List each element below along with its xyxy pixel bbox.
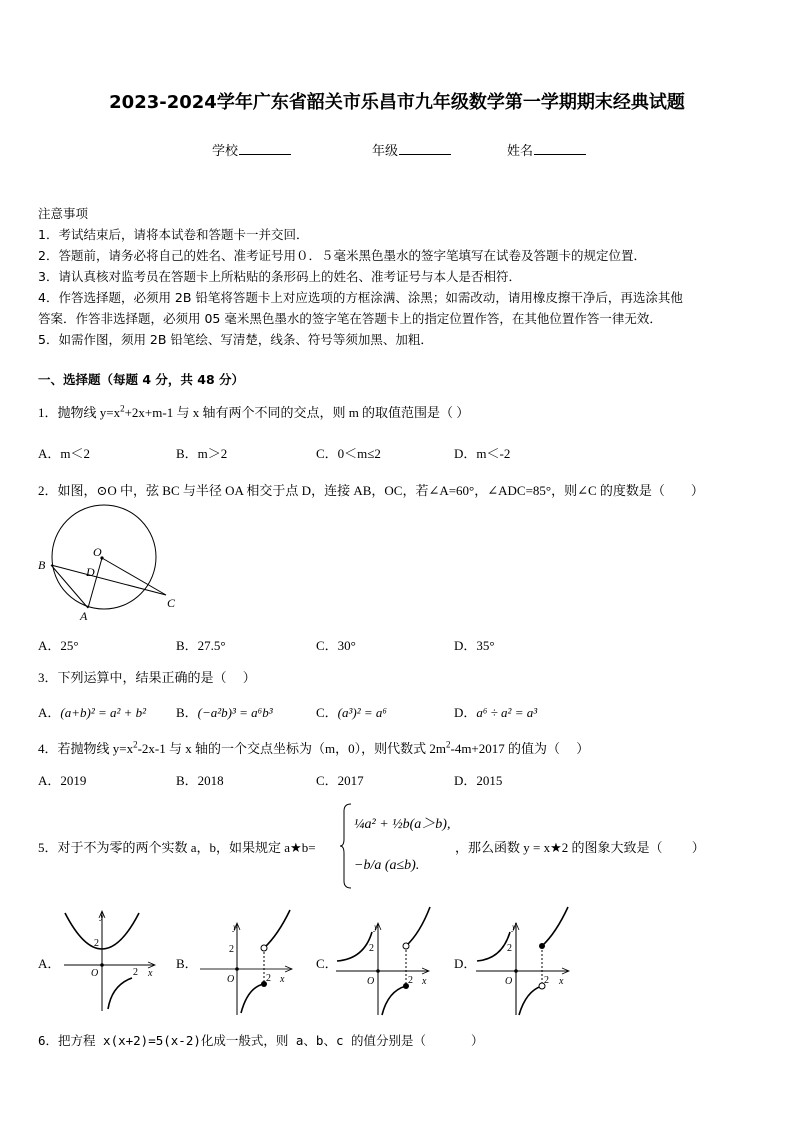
- label-b: B: [38, 558, 46, 572]
- school-label: 学校: [212, 144, 239, 159]
- svg-text:x: x: [422, 976, 427, 987]
- question-5-stem-pre: 5．对于不为零的两个实数 a，b，如果规定 a★b=: [38, 840, 316, 855]
- name-label: 姓名: [507, 144, 534, 159]
- piecewise-brace: [340, 803, 352, 889]
- svg-text:x: x: [148, 968, 153, 979]
- notice-item: 2．答题前，请务必将自己的姓名、准考证号用０．５毫米黑色墨水的签字笔填写在试卷及答题卡的规定位置．: [38, 248, 646, 263]
- svg-text:2: 2: [229, 944, 234, 955]
- notice-item: 3．请认真核对监考员在答题卡上所粘贴的条形码上的姓名、准考证号与本人是否相符．: [38, 269, 521, 284]
- q2-option-d[interactable]: D．35°: [454, 638, 495, 653]
- svg-text:x: x: [280, 974, 285, 985]
- grade-blank[interactable]: [399, 142, 451, 155]
- svg-text:O: O: [367, 976, 375, 987]
- graph-b[interactable]: [200, 905, 300, 1015]
- question-3-stem: 3．下列运算中，结果正确的是（ ）: [38, 670, 256, 685]
- grade-label: 年级: [372, 144, 399, 159]
- circle-figure: [30, 500, 230, 630]
- question-6-stem: 6．把方程 x(x+2)=5(x-2)化成一般式，则 a、b、c 的值分别是（ ）: [38, 1033, 484, 1048]
- piecewise-case-1: ¼a² + ½b(a＞b),: [354, 817, 451, 832]
- notice-heading: 注意事项: [38, 206, 89, 221]
- section-heading: 一、选择题（每题 4 分，共 48 分）: [38, 372, 245, 387]
- question-4-stem: 4．若抛物线 $y=x^2-2x-1$ 与 x 轴的一个交点坐标为（m，0），则代数式 $2m^2-4m+2017$ 的值为（ ）: [38, 739, 590, 756]
- question-1-stem: 1．抛物线 $y=x^2+2x+m-1$ 与 x 轴有两个不同的交点，则 m 的取值范围是（ ）: [38, 403, 470, 420]
- question-5-stem-post: ，那么函数 y = x★2 的图象大致是（ ）: [455, 840, 705, 855]
- svg-text:y: y: [100, 911, 104, 921]
- svg-text:O: O: [505, 976, 513, 987]
- label-d: D: [86, 565, 95, 579]
- question-2-stem: 2．如图，⊙O 中，弦 BC 与半径 OA 相交于点 D，连接 AB，OC，若∠A=60°，∠ADC=85°，则∠C 的度数是（ ）: [38, 483, 704, 498]
- q1-option-d[interactable]: D．m＜-2: [454, 446, 511, 461]
- name-blank[interactable]: [534, 142, 586, 155]
- label-c: C: [167, 596, 176, 610]
- q2-option-c[interactable]: C．30°: [316, 638, 356, 653]
- graph-a[interactable]: [60, 905, 160, 1015]
- q5-option-b-label[interactable]: B．: [176, 956, 198, 971]
- notice-item: 4．作答选择题，必须用 2B 铅笔将答题卡上对应选项的方框涂满、涂黑；如需改动，请用橡皮擦干净后，再选涂其他: [38, 290, 683, 305]
- svg-text:x: x: [559, 976, 564, 987]
- q2-option-a[interactable]: A．25°: [38, 638, 79, 653]
- q4-option-b[interactable]: B．2018: [176, 773, 224, 788]
- q3-option-d[interactable]: D．a⁶ ÷ a² = a³: [454, 705, 538, 720]
- svg-text:2: 2: [369, 943, 374, 954]
- q5-option-d-label[interactable]: D．: [454, 956, 477, 971]
- q1-option-c[interactable]: C．0＜m≤2: [316, 446, 381, 461]
- q5-option-a-label[interactable]: A．: [38, 956, 61, 971]
- svg-text:O: O: [227, 974, 235, 985]
- svg-text:2: 2: [507, 943, 512, 954]
- q3-option-b[interactable]: B．(−a²b)³ = a⁶b³: [176, 705, 273, 720]
- label-o: O: [93, 545, 102, 559]
- q4-option-d[interactable]: D．2015: [454, 773, 503, 788]
- svg-text:O: O: [91, 968, 99, 979]
- svg-text:2: 2: [408, 975, 413, 986]
- school-blank[interactable]: [239, 142, 291, 155]
- q3-option-a[interactable]: A．(a+b)² = a² + b²: [38, 705, 147, 720]
- piecewise-case-2: −b/a (a≤b).: [354, 858, 420, 873]
- name-field[interactable]: [507, 140, 586, 159]
- svg-text:2: 2: [133, 967, 138, 978]
- grade-field[interactable]: [372, 140, 451, 159]
- q2-option-b[interactable]: B．27.5°: [176, 638, 226, 653]
- page-title: 2023-2024学年广东省韶关市乐昌市九年级数学第一学期期末经典试题: [109, 92, 685, 113]
- svg-text:y: y: [512, 922, 516, 932]
- q4-option-a[interactable]: A．2019: [38, 773, 87, 788]
- q1-option-a[interactable]: A．m＜2: [38, 446, 91, 461]
- svg-text:2: 2: [544, 975, 549, 986]
- q1-option-b[interactable]: B．m＞2: [176, 446, 228, 461]
- svg-text:2: 2: [266, 973, 271, 984]
- graph-c[interactable]: [336, 905, 436, 1015]
- notice-item: 答案．作答非选择题，必须用 05 毫米黑色墨水的签字笔在答题卡上的指定位置作答，在其他位置作答一律无效．: [38, 311, 662, 326]
- svg-text:y: y: [374, 922, 378, 932]
- q3-option-c[interactable]: C．(a³)² = a⁶: [316, 705, 387, 720]
- q5-option-c-label[interactable]: C．: [316, 956, 338, 971]
- q4-option-c[interactable]: C．2017: [316, 773, 364, 788]
- notice-item: 5．如需作图，须用 2B 铅笔绘、写清楚，线条、符号等须加黑、加粗．: [38, 332, 433, 347]
- school-field[interactable]: [212, 140, 291, 159]
- graph-d[interactable]: [476, 905, 576, 1015]
- notice-item: 1．考试结束后，请将本试卷和答题卡一并交回．: [38, 227, 309, 242]
- label-a: A: [80, 609, 88, 623]
- svg-text:2: 2: [94, 938, 99, 949]
- svg-text:y: y: [233, 922, 237, 932]
